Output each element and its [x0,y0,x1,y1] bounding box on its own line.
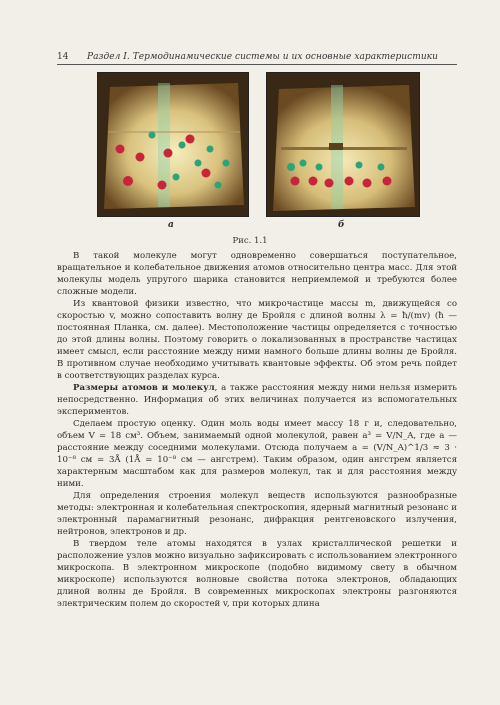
body-text [57,250,457,610]
paragraph: Из квантовой физики известно, что микрочастице массы m, движущейся со скоростью v, можно сопоставить волну де Бройля с длиной волны λ = ħ/(mv) (ħ — постоянная Планка, см. далее). Местоположение частицы определяется с точностью до этой длины волны. Поэтому говорить о локализованных в пространстве частицах имеет смысл, если расстояние между ними намного больше длины волны де Бройля. В противном случае необходимо учитывать квантовые эффекты. Об этом речь пойдет в соответствующих разделах курса. [57,299,457,381]
paragraph [57,382,457,418]
paragraph: В такой молекуле могут одновременно совершаться поступательное, вращательное и колебательное движения атомов относительно центра масс. Для этой молекулы модель упругого шарика становится неприемлемой и требуются более сложные модели. [57,251,457,297]
paragraph: Для определения строения молекул веществ используются разнообразные методы: электронная и колебательная спектроскопия, ядерный магнитный резонанс и электронный парамагнитный резонанс, дифракция рентгеновского излучения, нейтронов, электронов и др. [57,491,457,537]
figure-caption: Рис. 1.1 [232,236,268,246]
figure-label-b: б [338,220,345,230]
page-number: 14 [57,52,69,62]
paragraph: Сделаем простую оценку. Один моль воды имеет массу 18 г и, следовательно, объем V = 18 см³. Объем, занимаемый одной молекулой, равен a³ = V/N_A, где a — расстояние между соседними молекулами. Отсюда получаем a = (V/N_A)^1/3 ≈ 3 · 10⁻⁸ см = 3Å (1Å = 10⁻⁸ см — ангстрем). Таким образом, один ангстрем является характерным масштабом как для размеров молекул, так и для расстояния между ними. [57,419,457,489]
running-head-title: Раздел I. Термодинамические системы и их основные характеристики [87,52,438,62]
bold-term: Размеры атомов и молекул [73,383,215,393]
paragraph: В твердом теле атомы находятся в узлах кристаллической решетки и расположение узлов можно визуально зафиксировать с использованием электронного микроскопа. В электронном микроскопе (подобно видимому свету в обычном микроскопе) используются волновые свойства потока электронов, обладающих длиной волны де Бройля. В современных микроскопах электроны разгоняются электрическим полем до скоростей v, при которых длина [57,539,457,609]
figure-photo-b [266,72,420,217]
header-rule [57,64,457,65]
figure-photo-a [97,72,249,217]
figure-label-a: а [168,220,174,230]
paragraph-rest: , а также расстояния между ними нельзя измерить непосредственно. Информация об этих величинах получается из вспомогательных экспериментов. [57,383,457,417]
running-header [57,52,457,62]
